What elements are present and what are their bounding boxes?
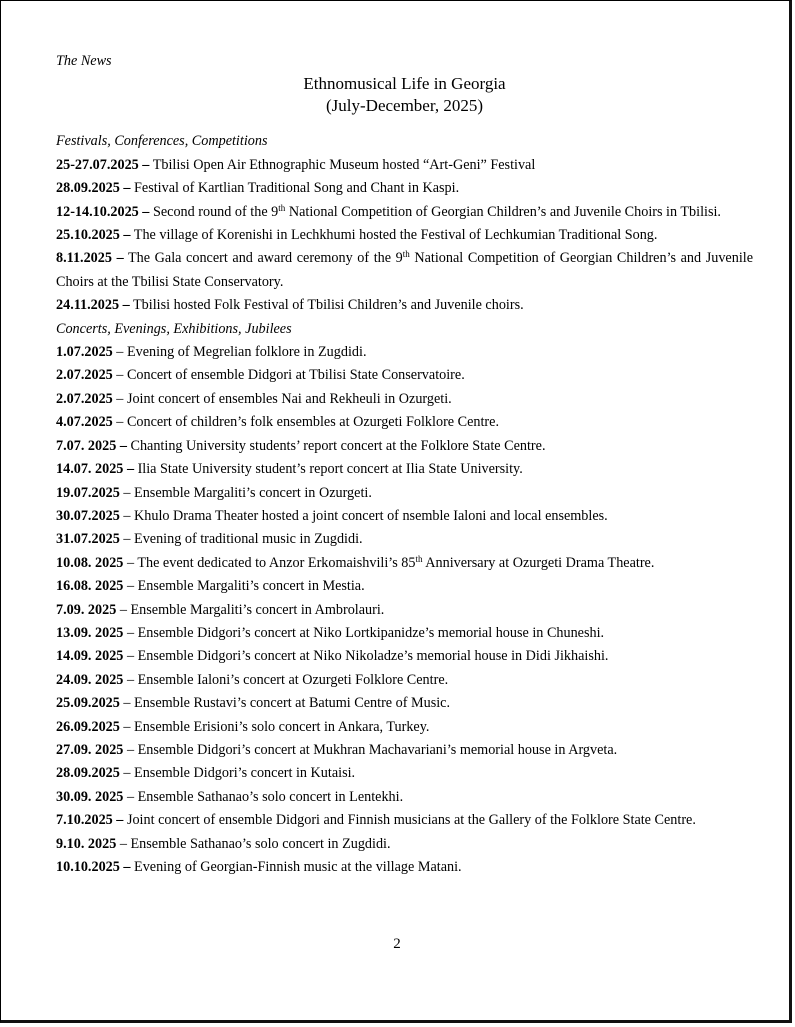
news-entry	[56, 645, 753, 668]
entry-text: Second round of the 9	[149, 203, 279, 220]
entry-date: 4.07.2025	[56, 414, 113, 431]
news-entry	[56, 786, 753, 809]
entry-text: – Ensemble Ialoni’s concert at Ozurgeti Folklore Centre.	[123, 671, 449, 688]
news-entry	[56, 762, 753, 785]
entry-date: 9.10. 2025	[56, 835, 117, 852]
page-title: Ethnomusical Life in Georgia	[303, 74, 506, 94]
news-entry	[56, 669, 753, 692]
entry-text: – Ensemble Margaliti’s concert in Mestia.	[123, 578, 365, 595]
news-entry	[56, 575, 753, 598]
page-number: 2	[393, 936, 401, 952]
entry-date: 25.10.2025 –	[56, 227, 131, 244]
news-entry	[56, 622, 753, 645]
news-entry	[56, 247, 753, 294]
entry-date: 8.11.2025 –	[56, 250, 124, 267]
entry-text: The village of Korenishi in Lechkhumi hosted the Festival of Lechkumian Traditional Song.	[130, 227, 658, 244]
section-label: The News	[56, 53, 112, 69]
entry-text: – Concert of ensemble Didgori at Tbilisi State Conservatoire.	[112, 367, 465, 384]
entry-date: 7.10.2025 –	[56, 812, 124, 829]
news-entry	[56, 341, 753, 364]
entry-date: 10.08. 2025	[56, 554, 124, 571]
entry-date: 16.08. 2025	[56, 578, 124, 595]
entry-text: Tbilisi Open Air Ethnographic Museum hosted “Art-Geni” Festival	[149, 156, 536, 173]
entry-date: 28.09.2025	[56, 765, 120, 782]
entry-date: 28.09.2025 –	[56, 180, 131, 197]
entry-text: National Competition of Georgian Children’s and Juvenile Choirs in Tbilisi.	[285, 203, 721, 220]
entry-text: – Ensemble Margaliti’s concert in Ozurgeti.	[119, 484, 372, 501]
news-entry	[56, 482, 753, 505]
entry-date: 2.07.2025	[56, 390, 113, 407]
page-content	[56, 50, 753, 879]
news-entry	[56, 411, 753, 434]
entry-date: 12-14.10.2025 –	[56, 203, 150, 220]
entry-text: – Ensemble Margaliti’s concert in Ambrolauri.	[116, 601, 385, 618]
entry-date: 25.09.2025	[56, 695, 120, 712]
entry-text: – Joint concert of ensembles Nai and Rekheuli in Ozurgeti.	[112, 390, 452, 407]
entry-date: 2.07.2025	[56, 367, 113, 384]
entry-date: 24.09. 2025	[56, 671, 124, 688]
news-entry	[56, 294, 753, 317]
entry-text: – Ensemble Erisioni’s solo concert in Ankara, Turkey.	[119, 718, 430, 735]
entry-text: – Ensemble Didgori’s concert at Niko Nikoladze’s memorial house in Didi Jikhaishi.	[123, 648, 609, 665]
entry-date: 7.07. 2025 –	[56, 437, 127, 454]
entry-text: – Ensemble Sathanao’s solo concert in Lentekhi.	[123, 788, 404, 805]
entry-text: – Evening of Megrelian folklore in Zugdidi.	[112, 344, 367, 361]
entry-text: The Gala concert and award ceremony of the 9	[123, 250, 403, 267]
entry-text: – Ensemble Sathanao’s solo concert in Zugdidi.	[116, 835, 391, 852]
news-entry	[56, 716, 753, 739]
entry-text: National Competition of Georgian Children’s and Juvenile Choirs at the Tbilisi State Conservatory.	[56, 250, 753, 290]
page-subtitle: (July-December, 2025)	[326, 96, 483, 116]
news-entry	[56, 435, 753, 458]
news-entry	[56, 552, 753, 575]
entry-text: – Ensemble Didgori’s concert at Mukhran Machavariani’s memorial house in Argveta.	[123, 741, 618, 758]
entry-text: – Evening of traditional music in Zugdidi.	[119, 531, 363, 548]
entry-date: 14.07. 2025 –	[56, 461, 135, 478]
section-heading: Concerts, Evenings, Exhibitions, Jubilees	[56, 320, 292, 337]
entry-text: – Ensemble Didgori’s concert in Kutaisi.	[119, 765, 356, 782]
entry-date: 25-27.07.2025 –	[56, 156, 150, 173]
entry-text: – Ensemble Rustavi’s concert at Batumi Centre of Music.	[119, 695, 451, 712]
ordinal-suffix: th	[415, 553, 423, 564]
entry-date: 19.07.2025	[56, 484, 120, 501]
entry-date: 31.07.2025	[56, 531, 120, 548]
entry-date: 27.09. 2025	[56, 741, 124, 758]
entry-date: 10.10.2025 –	[56, 859, 131, 875]
entry-date: 30.09. 2025	[56, 788, 124, 805]
ordinal-suffix: th	[278, 202, 286, 213]
entry-text: Evening of Georgian-Finnish music at the village Matani.	[130, 859, 462, 875]
ordinal-suffix: th	[402, 249, 410, 260]
entry-date: 14.09. 2025	[56, 648, 124, 665]
section-heading: Festivals, Conferences, Competitions	[56, 133, 268, 150]
entry-date: 30.07.2025	[56, 507, 120, 524]
entry-date: 26.09.2025	[56, 718, 120, 735]
entry-text: – The event dedicated to Anzor Erkomaishvili’s 85	[123, 554, 416, 571]
news-entry	[56, 505, 753, 528]
entry-text: Chanting University students’ report concert at the Folklore State Centre.	[126, 437, 546, 454]
news-entry	[56, 599, 753, 622]
entry-text: – Khulo Drama Theater hosted a joint concert of nsemble Ialoni and local ensembles.	[119, 507, 608, 524]
entry-text: Tbilisi hosted Folk Festival of Tbilisi Children’s and Juvenile choirs.	[129, 297, 524, 314]
news-entry	[56, 224, 753, 247]
news-entry	[56, 177, 753, 200]
news-entry	[56, 833, 753, 856]
news-entry	[56, 458, 753, 481]
news-entry	[56, 692, 753, 715]
entry-text: Anniversary at Ozurgeti Drama Theatre.	[422, 554, 655, 571]
news-entry	[56, 364, 753, 387]
entry-date: 24.11.2025 –	[56, 297, 130, 314]
news-sections	[56, 130, 753, 879]
entry-date: 1.07.2025	[56, 344, 113, 361]
news-entry	[56, 528, 753, 551]
entry-text: Joint concert of ensemble Didgori and Finnish musicians at the Gallery of the Folklore State Centre.	[123, 812, 696, 829]
news-entry	[56, 809, 753, 832]
entry-text: – Concert of children’s folk ensembles at Ozurgeti Folklore Centre.	[112, 414, 499, 431]
entry-date: 13.09. 2025	[56, 624, 124, 641]
news-entry	[56, 154, 753, 177]
entry-text: Festival of Kartlian Traditional Song and Chant in Kaspi.	[130, 180, 460, 197]
news-entry	[56, 739, 753, 762]
entry-text: Ilia State University student’s report concert at Ilia State University.	[134, 461, 523, 478]
entry-date: 7.09. 2025	[56, 601, 117, 618]
news-entry	[56, 388, 753, 411]
news-entry	[56, 856, 753, 879]
entry-text: – Ensemble Didgori’s concert at Niko Lortkipanidze’s memorial house in Chuneshi.	[123, 624, 605, 641]
news-entry	[56, 201, 753, 224]
